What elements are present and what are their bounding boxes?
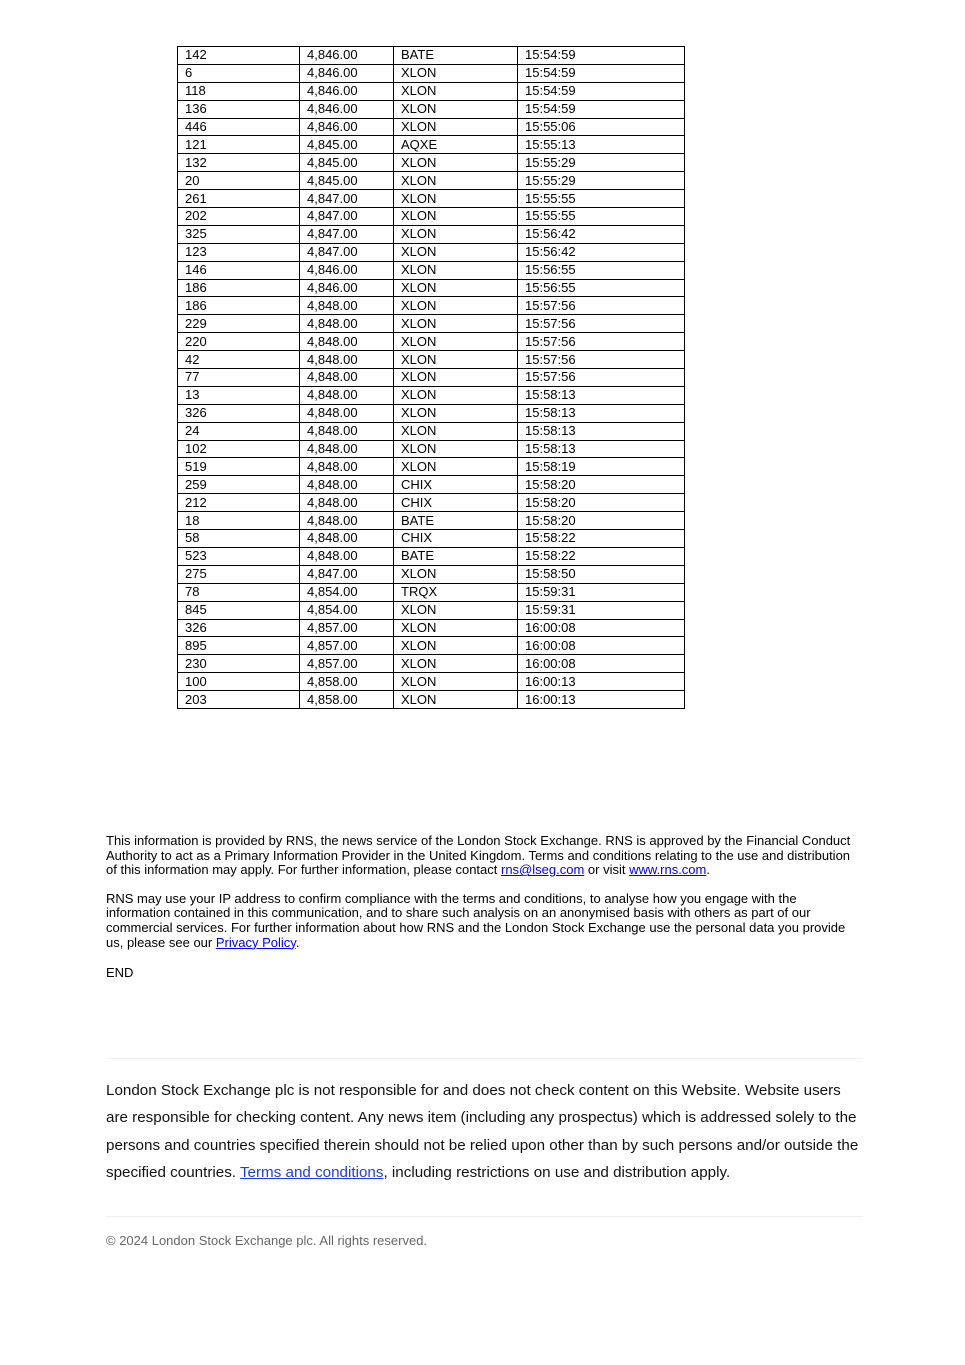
price-cell: 4,845.00 xyxy=(300,154,394,172)
venue-cell: XLON xyxy=(394,422,518,440)
venue-cell: CHIX xyxy=(394,494,518,512)
venue-cell: XLON xyxy=(394,279,518,297)
venue-cell: XLON xyxy=(394,100,518,118)
price-cell: 4,848.00 xyxy=(300,530,394,548)
venue-cell: XLON xyxy=(394,691,518,709)
table-row xyxy=(178,261,685,279)
table-row xyxy=(178,386,685,404)
venue-cell: CHIX xyxy=(394,476,518,494)
venue-cell: XLON xyxy=(394,154,518,172)
venue-cell: XLON xyxy=(394,565,518,583)
time-cell: 15:55:13 xyxy=(518,136,685,154)
rns-notice-mid: or visit xyxy=(584,862,630,878)
volume-cell: 118 xyxy=(178,82,300,100)
time-cell: 15:57:56 xyxy=(518,369,685,387)
volume-cell: 102 xyxy=(178,440,300,458)
time-cell: 15:57:56 xyxy=(518,333,685,351)
table-row xyxy=(178,601,685,619)
price-cell: 4,848.00 xyxy=(300,315,394,333)
table-row xyxy=(178,476,685,494)
table-row xyxy=(178,100,685,118)
price-cell: 4,846.00 xyxy=(300,47,394,65)
time-cell: 15:59:31 xyxy=(518,601,685,619)
venue-cell: XLON xyxy=(394,601,518,619)
table-row xyxy=(178,422,685,440)
volume-cell: 6 xyxy=(178,64,300,82)
volume-cell: 24 xyxy=(178,422,300,440)
time-cell: 15:55:29 xyxy=(518,154,685,172)
price-cell: 4,848.00 xyxy=(300,404,394,422)
volume-cell: 523 xyxy=(178,547,300,565)
table-row xyxy=(178,494,685,512)
venue-cell: AQXE xyxy=(394,136,518,154)
time-cell: 15:56:42 xyxy=(518,243,685,261)
time-cell: 15:58:13 xyxy=(518,422,685,440)
venue-cell: CHIX xyxy=(394,530,518,548)
venue-cell: XLON xyxy=(394,82,518,100)
time-cell: 15:55:55 xyxy=(518,190,685,208)
table-row xyxy=(178,190,685,208)
time-cell: 15:56:55 xyxy=(518,261,685,279)
price-cell: 4,847.00 xyxy=(300,190,394,208)
volume-cell: 142 xyxy=(178,47,300,65)
table-row xyxy=(178,333,685,351)
venue-cell: XLON xyxy=(394,386,518,404)
time-cell: 15:58:13 xyxy=(518,386,685,404)
time-cell: 15:58:20 xyxy=(518,494,685,512)
volume-cell: 326 xyxy=(178,404,300,422)
rns-email-link[interactable]: rns@lseg.com xyxy=(501,862,585,878)
price-cell: 4,847.00 xyxy=(300,565,394,583)
venue-cell: XLON xyxy=(394,225,518,243)
price-cell: 4,848.00 xyxy=(300,386,394,404)
time-cell: 15:54:59 xyxy=(518,47,685,65)
volume-cell: 18 xyxy=(178,512,300,530)
venue-cell: XLON xyxy=(394,315,518,333)
table-row xyxy=(178,369,685,387)
time-cell: 15:58:13 xyxy=(518,440,685,458)
table-row xyxy=(178,64,685,82)
table-row xyxy=(178,530,685,548)
time-cell: 16:00:13 xyxy=(518,673,685,691)
venue-cell: XLON xyxy=(394,172,518,190)
time-cell: 15:58:22 xyxy=(518,530,685,548)
time-cell: 15:58:22 xyxy=(518,547,685,565)
time-cell: 15:55:55 xyxy=(518,208,685,226)
table-row xyxy=(178,547,685,565)
table-row xyxy=(178,458,685,476)
volume-cell: 132 xyxy=(178,154,300,172)
volume-cell: 212 xyxy=(178,494,300,512)
price-cell: 4,846.00 xyxy=(300,100,394,118)
price-cell: 4,845.00 xyxy=(300,136,394,154)
volume-cell: 123 xyxy=(178,243,300,261)
price-cell: 4,857.00 xyxy=(300,619,394,637)
venue-cell: XLON xyxy=(394,440,518,458)
price-cell: 4,848.00 xyxy=(300,422,394,440)
table-row xyxy=(178,512,685,530)
time-cell: 15:56:42 xyxy=(518,225,685,243)
venue-cell: XLON xyxy=(394,261,518,279)
price-cell: 4,858.00 xyxy=(300,691,394,709)
price-cell: 4,847.00 xyxy=(300,243,394,261)
time-cell: 16:00:13 xyxy=(518,691,685,709)
copyright: © 2024 London Stock Exchange plc. All rights reserved. xyxy=(106,1233,428,1248)
table-row xyxy=(178,243,685,261)
venue-cell: XLON xyxy=(394,619,518,637)
price-cell: 4,854.00 xyxy=(300,601,394,619)
table-row xyxy=(178,208,685,226)
venue-cell: BATE xyxy=(394,547,518,565)
time-cell: 16:00:08 xyxy=(518,637,685,655)
table-row xyxy=(178,404,685,422)
time-cell: 15:54:59 xyxy=(518,64,685,82)
table-row xyxy=(178,225,685,243)
price-cell: 4,858.00 xyxy=(300,673,394,691)
volume-cell: 220 xyxy=(178,333,300,351)
price-cell: 4,847.00 xyxy=(300,225,394,243)
venue-cell: XLON xyxy=(394,243,518,261)
time-cell: 15:59:31 xyxy=(518,583,685,601)
table-row xyxy=(178,47,685,65)
price-cell: 4,848.00 xyxy=(300,476,394,494)
venue-cell: XLON xyxy=(394,404,518,422)
price-cell: 4,846.00 xyxy=(300,118,394,136)
table-row xyxy=(178,279,685,297)
volume-cell: 58 xyxy=(178,530,300,548)
time-cell: 15:57:56 xyxy=(518,315,685,333)
time-cell: 15:54:59 xyxy=(518,100,685,118)
disclaimer-tail: , including restrictions on use and distribution apply. xyxy=(383,1163,731,1181)
venue-cell: XLON xyxy=(394,637,518,655)
venue-cell: XLON xyxy=(394,333,518,351)
venue-cell: XLON xyxy=(394,673,518,691)
time-cell: 15:58:13 xyxy=(518,404,685,422)
time-cell: 15:58:20 xyxy=(518,476,685,494)
venue-cell: XLON xyxy=(394,208,518,226)
volume-cell: 42 xyxy=(178,351,300,369)
volume-cell: 100 xyxy=(178,673,300,691)
terms-and-conditions-link[interactable]: Terms and conditions xyxy=(239,1163,384,1181)
venue-cell: XLON xyxy=(394,297,518,315)
time-cell: 15:54:59 xyxy=(518,82,685,100)
volume-cell: 259 xyxy=(178,476,300,494)
time-cell: 15:56:55 xyxy=(518,279,685,297)
volume-cell: 186 xyxy=(178,297,300,315)
divider xyxy=(106,1058,863,1059)
table-row xyxy=(178,619,685,637)
venue-cell: XLON xyxy=(394,458,518,476)
table-row xyxy=(178,565,685,583)
disclaimer-text: London Stock Exchange plc is not responsible for and does not check content on this Website. Website users are responsible for checking content. Any news item (including any prospectus) which is addressed solely to the persons and countries specified therein should not be relied upon other than by such persons and/or outside the specified countries. xyxy=(106,1082,859,1181)
rns-notice-paragraph-2 xyxy=(106,892,858,950)
time-cell: 15:58:20 xyxy=(518,512,685,530)
volume-cell: 519 xyxy=(178,458,300,476)
rns-notice-text: This information is provided by RNS, the news service of the London Stock Exchange. RNS is approved by the Financial Conduct Authority to act as a Primary Information Provider in the United Kingdom. Terms and conditions relating to the use and distribution of this information may apply. For further information, please contact xyxy=(106,833,851,878)
price-cell: 4,848.00 xyxy=(300,297,394,315)
time-cell: 16:00:08 xyxy=(518,655,685,673)
price-cell: 4,848.00 xyxy=(300,512,394,530)
volume-cell: 13 xyxy=(178,386,300,404)
time-cell: 15:57:56 xyxy=(518,297,685,315)
price-cell: 4,846.00 xyxy=(300,82,394,100)
rns-privacy-text: RNS may use your IP address to confirm compliance with the terms and conditions, to analyse how you engage with the information contained in this communication, and to share such analysis on an anonymised basis with others as part of our commercial services. For further information about how RNS and the London Stock Exchange use the personal data you provide us, please see our xyxy=(106,890,846,950)
table-row xyxy=(178,172,685,190)
time-cell: 16:00:08 xyxy=(518,619,685,637)
price-cell: 4,848.00 xyxy=(300,440,394,458)
price-cell: 4,846.00 xyxy=(300,64,394,82)
price-cell: 4,848.00 xyxy=(300,547,394,565)
price-cell: 4,848.00 xyxy=(300,369,394,387)
price-cell: 4,854.00 xyxy=(300,583,394,601)
time-cell: 15:55:29 xyxy=(518,172,685,190)
rns-notice-end: . xyxy=(706,862,710,878)
venue-cell: XLON xyxy=(394,190,518,208)
time-cell: 15:55:06 xyxy=(518,118,685,136)
venue-cell: XLON xyxy=(394,655,518,673)
venue-cell: XLON xyxy=(394,351,518,369)
time-cell: 15:58:50 xyxy=(518,565,685,583)
trades-table xyxy=(177,46,685,709)
volume-cell: 229 xyxy=(178,315,300,333)
divider xyxy=(106,1216,863,1217)
volume-cell: 261 xyxy=(178,190,300,208)
table-row xyxy=(178,351,685,369)
rns-privacy-end: . xyxy=(295,934,300,950)
volume-cell: 202 xyxy=(178,208,300,226)
price-cell: 4,846.00 xyxy=(300,261,394,279)
volume-cell: 845 xyxy=(178,601,300,619)
price-cell: 4,848.00 xyxy=(300,458,394,476)
venue-cell: XLON xyxy=(394,369,518,387)
table-row xyxy=(178,673,685,691)
price-cell: 4,846.00 xyxy=(300,279,394,297)
volume-cell: 121 xyxy=(178,136,300,154)
rns-site-link[interactable]: www.rns.com xyxy=(629,862,707,878)
end-marker: END xyxy=(106,965,134,980)
price-cell: 4,857.00 xyxy=(300,655,394,673)
volume-cell: 186 xyxy=(178,279,300,297)
table-row xyxy=(178,691,685,709)
table-row xyxy=(178,315,685,333)
venue-cell: BATE xyxy=(394,512,518,530)
volume-cell: 895 xyxy=(178,637,300,655)
price-cell: 4,857.00 xyxy=(300,637,394,655)
privacy-policy-link[interactable]: Privacy Policy xyxy=(215,934,296,950)
price-cell: 4,845.00 xyxy=(300,172,394,190)
table-row xyxy=(178,154,685,172)
table-row xyxy=(178,655,685,673)
table-row xyxy=(178,136,685,154)
volume-cell: 77 xyxy=(178,369,300,387)
venue-cell: TRQX xyxy=(394,583,518,601)
table-row xyxy=(178,440,685,458)
volume-cell: 203 xyxy=(178,691,300,709)
rns-notice xyxy=(106,834,858,964)
volume-cell: 230 xyxy=(178,655,300,673)
volume-cell: 275 xyxy=(178,565,300,583)
volume-cell: 78 xyxy=(178,583,300,601)
volume-cell: 136 xyxy=(178,100,300,118)
volume-cell: 446 xyxy=(178,118,300,136)
table-row xyxy=(178,637,685,655)
price-cell: 4,848.00 xyxy=(300,494,394,512)
venue-cell: BATE xyxy=(394,47,518,65)
volume-cell: 20 xyxy=(178,172,300,190)
volume-cell: 146 xyxy=(178,261,300,279)
rns-notice-paragraph-1 xyxy=(106,834,858,878)
disclaimer xyxy=(106,1077,866,1186)
volume-cell: 326 xyxy=(178,619,300,637)
venue-cell: XLON xyxy=(394,64,518,82)
venue-cell: XLON xyxy=(394,118,518,136)
time-cell: 15:58:19 xyxy=(518,458,685,476)
price-cell: 4,847.00 xyxy=(300,208,394,226)
time-cell: 15:57:56 xyxy=(518,351,685,369)
volume-cell: 325 xyxy=(178,225,300,243)
table-row xyxy=(178,118,685,136)
price-cell: 4,848.00 xyxy=(300,351,394,369)
table-row xyxy=(178,297,685,315)
trades-table-body xyxy=(178,47,685,709)
table-row xyxy=(178,583,685,601)
price-cell: 4,848.00 xyxy=(300,333,394,351)
table-row xyxy=(178,82,685,100)
